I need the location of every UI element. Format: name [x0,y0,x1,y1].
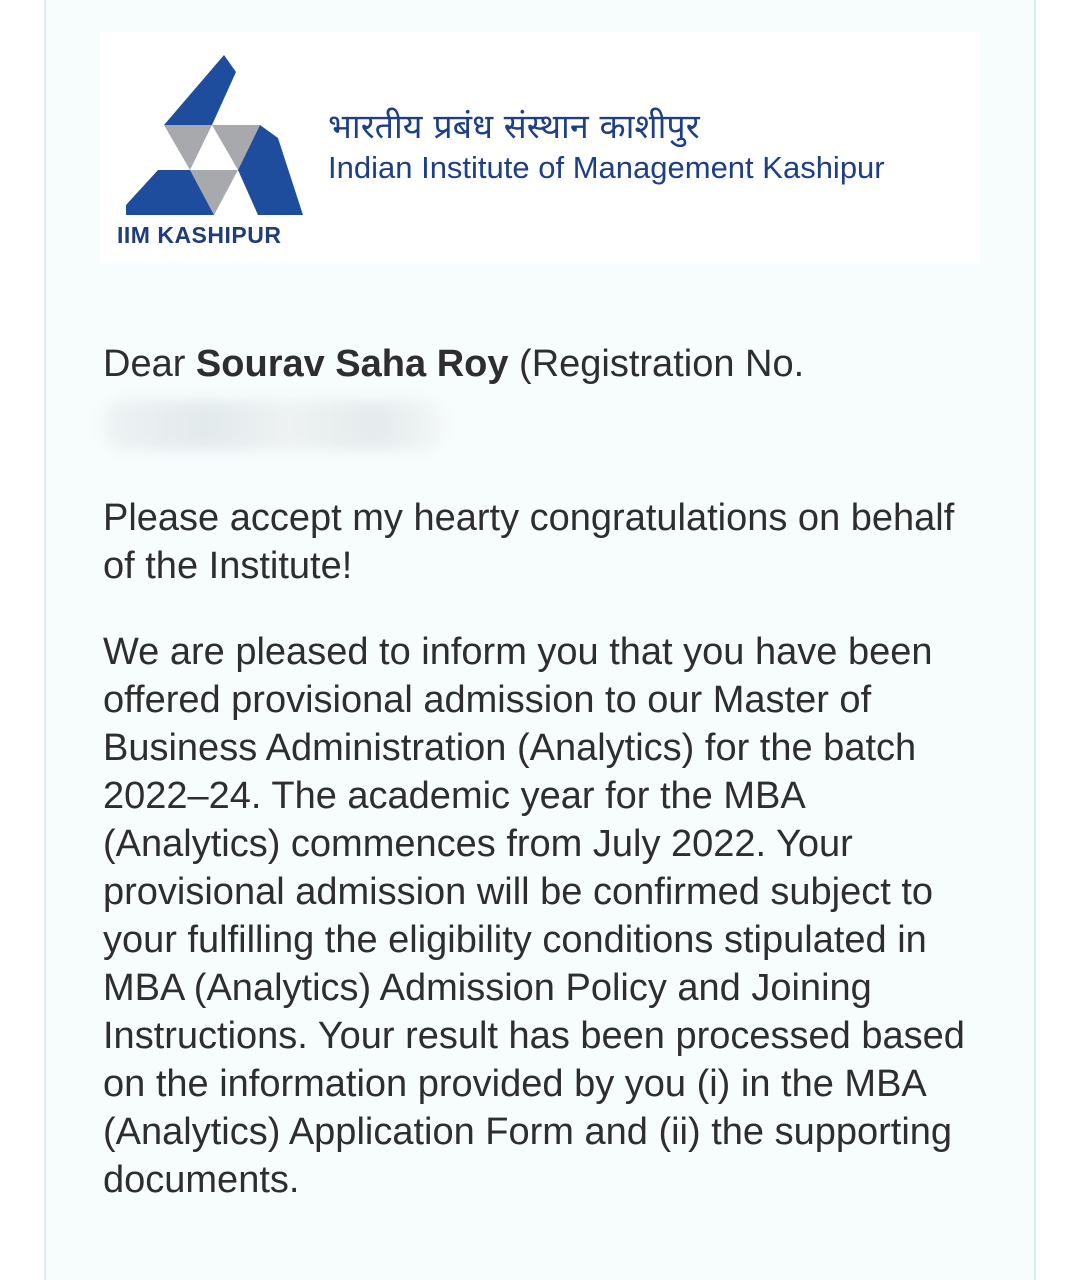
greeting-line [103,340,983,388]
logo-grey-left [164,125,212,170]
recipient-name: Sourav Saha Roy [195,343,509,385]
admission-offer-paragraph: We are pleased to inform you that you have been offered provisional admission to our Master of Business Administration (Analytics) for the batch 2022–24. The academic year for the MBA (Analytics) commences from July 2022. Your provisional admission will be confirmed subject to your fulfilling the eligibility conditions stipulated in MBA (Analytics) Admission Policy and Joining Instructions. Your result has been processed based on the information provided by you (i) in the MBA (Analytics) Application Form and (ii) the supporting documents. [103,631,965,1201]
logo-top-blue [164,55,236,125]
redacted-registration-number [103,400,443,450]
institute-name-english: Indian Institute of Management Kashipur [328,150,885,185]
institute-name-hindi: भारतीय प्रबंध संस्थान काशीपुर [328,107,700,147]
iim-kashipur-logo [118,50,308,220]
logo-caption: IIM KASHIPUR [117,222,282,248]
registration-label: (Registration No. [508,343,805,385]
congratulations-paragraph: Please accept my hearty congratulations on behalf of the Institute! [103,497,955,587]
letter-body [103,340,983,1204]
salutation: Dear [103,343,196,385]
institute-header-banner [100,32,980,264]
